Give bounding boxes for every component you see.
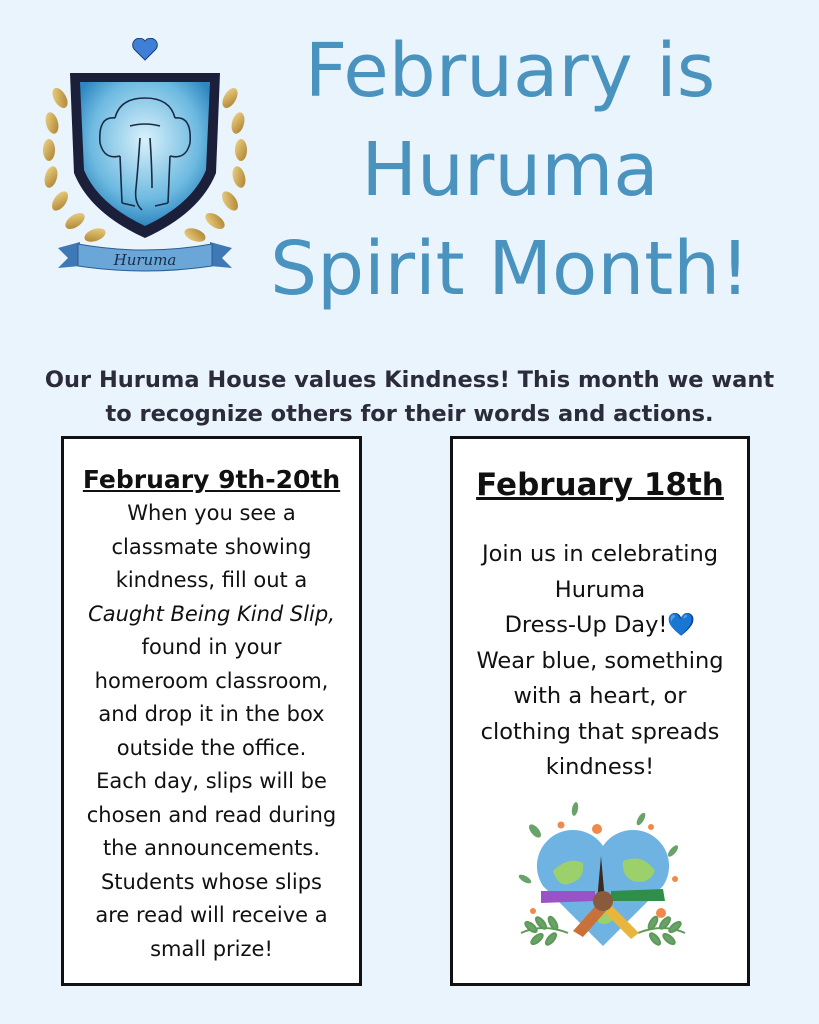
body-line: kindness, fill out a (115, 568, 308, 592)
caught-being-kind-box (61, 436, 362, 986)
intro-line: Our Huruma House values Kindness! This month we want (44, 367, 775, 393)
title-line: Huruma (361, 127, 659, 213)
title-line: February is (304, 28, 716, 114)
body-line: Each day, slips will be (96, 769, 327, 793)
body-line: Join us in celebrating (481, 541, 719, 567)
body-line: classmate showing (111, 534, 312, 559)
intro-line: to recognize others for their words and actions. (105, 401, 714, 427)
body-line: outside the office. (116, 735, 307, 760)
box-heading: February 9th-20th (82, 465, 341, 494)
intro-text (10, 363, 809, 431)
body-line: with a heart, or (513, 683, 687, 709)
body-line: When you see a (127, 501, 296, 525)
body-line: Caught Being Kind Slip, (88, 601, 335, 626)
body-line: Wear blue, something (476, 647, 724, 674)
page-title (210, 22, 810, 319)
body-line: are read will receive a (95, 903, 328, 927)
body-line: the announcements. (102, 836, 321, 860)
heart-hands-illustration (513, 801, 693, 953)
body-line: clothing that spreads (480, 718, 720, 745)
crest-ribbon-text: Huruma (113, 251, 177, 269)
dress-up-day-box (450, 436, 750, 986)
body-line: kindness! (545, 754, 655, 780)
body-line: and drop it in the box (98, 702, 325, 726)
title-line: Spirit Month! (270, 226, 750, 312)
body-line: chosen and read during (86, 802, 337, 827)
body-line: small prize! (150, 936, 273, 961)
box-body (453, 537, 747, 786)
box-body (64, 497, 359, 966)
body-line: Students whose slips (100, 869, 323, 894)
body-line: Dress-Up Day!💙 (504, 612, 696, 638)
body-line: homeroom classroom, (94, 668, 329, 693)
body-line: Huruma (554, 576, 646, 603)
box-heading: February 18th (476, 467, 724, 503)
body-line: found in your (141, 635, 282, 659)
